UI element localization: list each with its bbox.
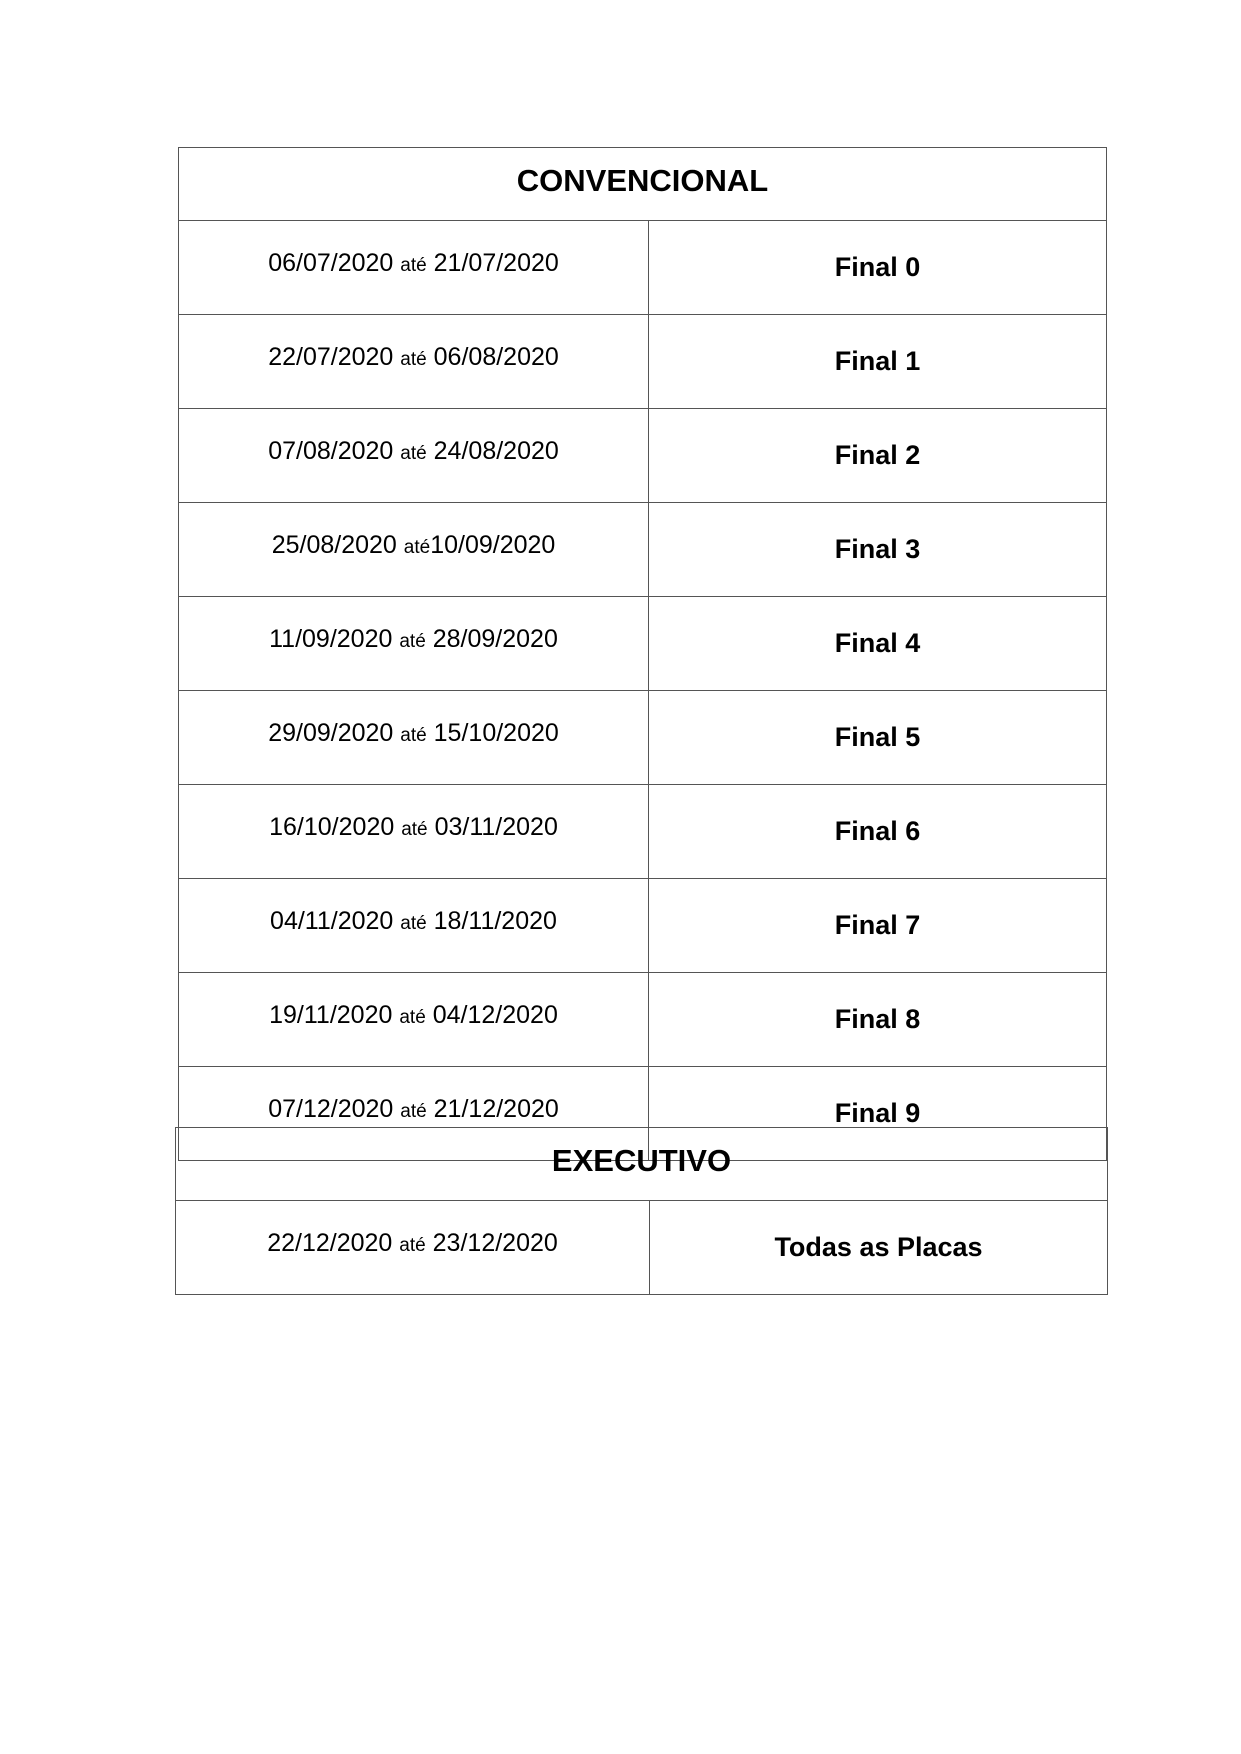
start-date: 07/08/2020 xyxy=(268,437,394,465)
table-row xyxy=(179,221,1107,315)
table-row xyxy=(179,503,1107,597)
convencional-title: CONVENCIONAL xyxy=(179,148,1107,221)
date-separator: até xyxy=(400,349,427,370)
executivo-title: EXECUTIVO xyxy=(176,1128,1108,1201)
end-date: 15/10/2020 xyxy=(433,719,559,747)
plate-final-cell: Final 3 xyxy=(649,503,1107,597)
date-separator: até xyxy=(403,537,431,558)
start-date: 19/11/2020 xyxy=(269,1001,393,1029)
table-row xyxy=(179,973,1107,1067)
start-date: 04/11/2020 xyxy=(270,907,394,935)
start-date: 22/07/2020 xyxy=(268,343,394,371)
end-date: 21/12/2020 xyxy=(433,1095,559,1123)
table-row xyxy=(179,597,1107,691)
plate-final-cell: Final 5 xyxy=(649,691,1107,785)
table-row xyxy=(176,1201,1108,1295)
plate-final-cell: Final 1 xyxy=(649,315,1107,409)
executivo-table xyxy=(175,1127,1108,1295)
table-title-row xyxy=(176,1128,1108,1201)
end-date: 18/11/2020 xyxy=(433,907,557,935)
plate-final-cell: Final 2 xyxy=(649,409,1107,503)
end-date: 23/12/2020 xyxy=(432,1229,558,1257)
date-separator: até xyxy=(400,913,427,934)
date-separator: até xyxy=(399,631,426,652)
plate-final-cell: Final 4 xyxy=(649,597,1107,691)
date-range-cell xyxy=(179,785,649,879)
start-date: 06/07/2020 xyxy=(268,249,394,277)
plate-final-cell: Final 9 xyxy=(649,1067,1107,1161)
table-row xyxy=(179,691,1107,785)
plate-final-cell: Final 0 xyxy=(649,221,1107,315)
start-date: 16/10/2020 xyxy=(269,813,395,841)
date-range-cell xyxy=(179,221,649,315)
date-range-cell xyxy=(179,597,649,691)
plate-final-cell: Final 8 xyxy=(649,973,1107,1067)
end-date: 06/08/2020 xyxy=(433,343,559,371)
date-separator: até xyxy=(400,443,427,464)
table-row xyxy=(179,879,1107,973)
date-separator: até xyxy=(399,1235,426,1256)
table-row xyxy=(179,409,1107,503)
plate-final-cell: Final 6 xyxy=(649,785,1107,879)
date-range-cell xyxy=(176,1201,650,1295)
date-range-cell xyxy=(179,503,649,597)
date-range-cell xyxy=(179,691,649,785)
date-separator: até xyxy=(400,725,427,746)
date-separator: até xyxy=(400,255,427,276)
end-date: 04/12/2020 xyxy=(432,1001,558,1029)
end-date: 10/09/2020 xyxy=(430,531,556,559)
date-separator: até xyxy=(399,1007,426,1028)
table-title-row xyxy=(179,148,1107,221)
table-row xyxy=(179,315,1107,409)
end-date: 03/11/2020 xyxy=(434,813,558,841)
end-date: 21/07/2020 xyxy=(433,249,559,277)
table-row xyxy=(179,785,1107,879)
start-date: 07/12/2020 xyxy=(268,1095,394,1123)
plate-final-cell: Final 7 xyxy=(649,879,1107,973)
start-date: 25/08/2020 xyxy=(271,531,397,559)
date-range-cell xyxy=(179,973,649,1067)
start-date: 29/09/2020 xyxy=(268,719,394,747)
start-date: 22/12/2020 xyxy=(267,1229,393,1257)
date-range-cell xyxy=(179,315,649,409)
end-date: 28/09/2020 xyxy=(432,625,558,653)
plate-final-cell: Todas as Placas xyxy=(650,1201,1108,1295)
date-separator: até xyxy=(400,1101,427,1122)
start-date: 11/09/2020 xyxy=(269,625,393,653)
end-date: 24/08/2020 xyxy=(433,437,559,465)
date-range-cell xyxy=(179,879,649,973)
date-range-cell xyxy=(179,409,649,503)
date-separator: até xyxy=(401,819,428,840)
convencional-table xyxy=(178,147,1107,1161)
